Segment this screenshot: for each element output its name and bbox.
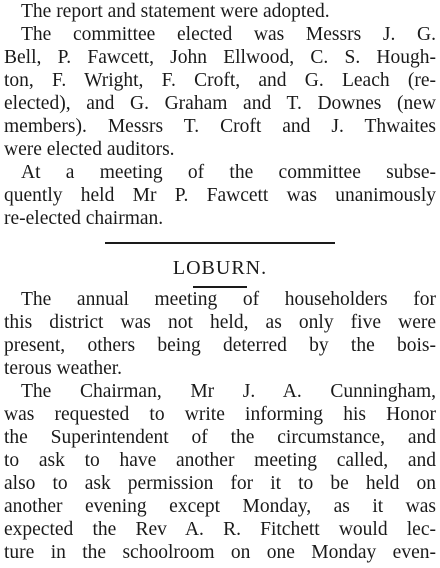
text-line: expected the Rev A. R. Fitchett would lec- (4, 519, 436, 540)
text-line: present, others being deterred by the bois- (4, 335, 436, 356)
text-line: this district was not held, as only five were (4, 312, 436, 333)
text-line: elected), and G. Graham and T. Downes (new (4, 93, 436, 114)
text-line: to ask to have another meeting called, and (4, 450, 436, 471)
text-line: also to ask permission for it to be held on (4, 473, 436, 494)
text-line: re-elected chairman. (4, 208, 164, 229)
text-line: was requested to write informing his Honor (4, 404, 436, 425)
text-line: ton, F. Wright, F. Croft, and G. Leach (re- (4, 70, 436, 91)
text-line: The committee elected was Messrs J. G. (21, 24, 436, 45)
text-line: The annual meeting of householders for (21, 289, 436, 310)
text-line: another evening except Monday, as it was (4, 496, 436, 517)
section-heading: LOBURN. (172, 257, 268, 279)
text-line: quently held Mr P. Fawcett was unanimously (4, 185, 436, 206)
section-divider-top (105, 242, 335, 244)
text-line: ture in the schoolroom on one Monday even- (4, 542, 436, 563)
text-line: At a meeting of the committee subse- (21, 162, 436, 183)
text-line: Bell, P. Fawcett, John Ellwood, C. S. Hough- (4, 47, 436, 68)
text-line: terous weather. (4, 358, 123, 379)
text-line: The Chairman, Mr J. A. Cunningham, (21, 381, 436, 402)
text-line: The report and statement were adopted. (21, 1, 330, 22)
text-line: were elected auditors. (4, 139, 175, 160)
text-line: the Superintendent of the circumstance, and (4, 427, 436, 448)
text-line: members). Messrs T. Croft and J. Thwaites (4, 116, 436, 137)
